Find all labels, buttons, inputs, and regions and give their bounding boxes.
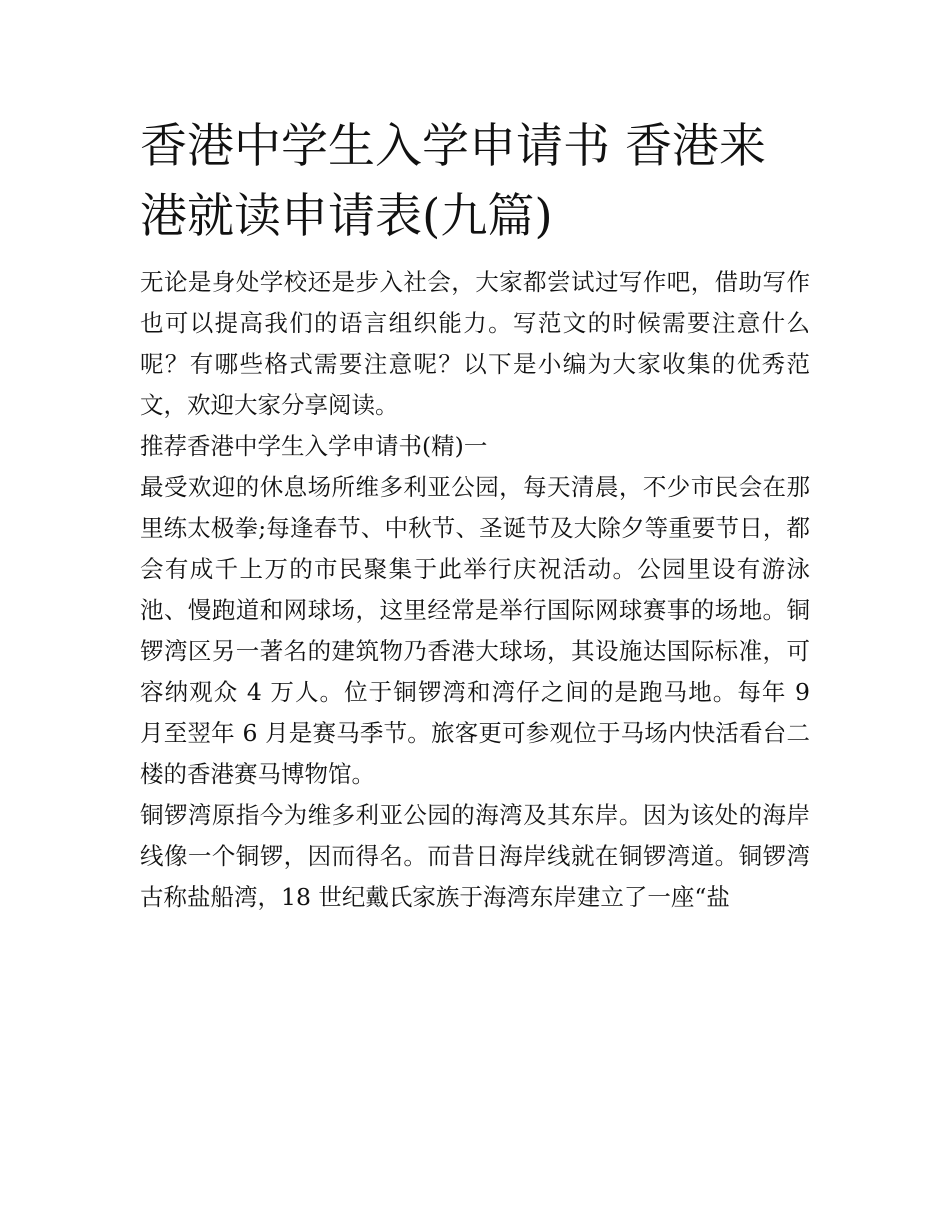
document-page bbox=[140, 112, 810, 918]
body-paragraph-2: 铜锣湾原指今为维多利亚公园的海湾及其东岸。因为该处的海岸线像一个铜锣，因而得名。而昔日海岸线就在铜锣湾道。铜锣湾古称盐船湾，18 世纪戴氏家族于海湾东岸建立了一座“盐 bbox=[140, 801, 810, 911]
section-heading: 推荐香港中学生入学申请书(精)一 bbox=[140, 432, 488, 460]
intro-paragraph: 无论是身处学校还是步入社会，大家都尝试过写作吧，借助写作也可以提高我们的语言组织能力。写范文的时候需要注意什么呢？有哪些格式需要注意呢？以下是小编为大家收集的优秀范文，欢迎大家分享阅读。 bbox=[140, 268, 810, 419]
body-paragraph-1: 最受欢迎的休息场所维多利亚公园，每天清晨，不少市民会在那里练太极拳;每逢春节、中秋节、圣诞节及大除夕等重要节日，都会有成千上万的市民聚集于此举行庆祝活动。公园里设有游泳池、慢跑道和网球场，这里经常是举行国际网球赛事的场地。铜锣湾区另一著名的建筑物乃香港大球场，其设施达国际标准，可容纳观众 4 万人。位于铜锣湾和湾仔之间的是跑马地。每年 9 月至翌年 6 月是赛马季节。旅客更可参观位于马场内快活看台二楼的香港赛马博物馆。 bbox=[140, 473, 810, 788]
document-title: 香港中学生入学申请书 香港来港就读申请表(九篇) bbox=[140, 119, 766, 244]
